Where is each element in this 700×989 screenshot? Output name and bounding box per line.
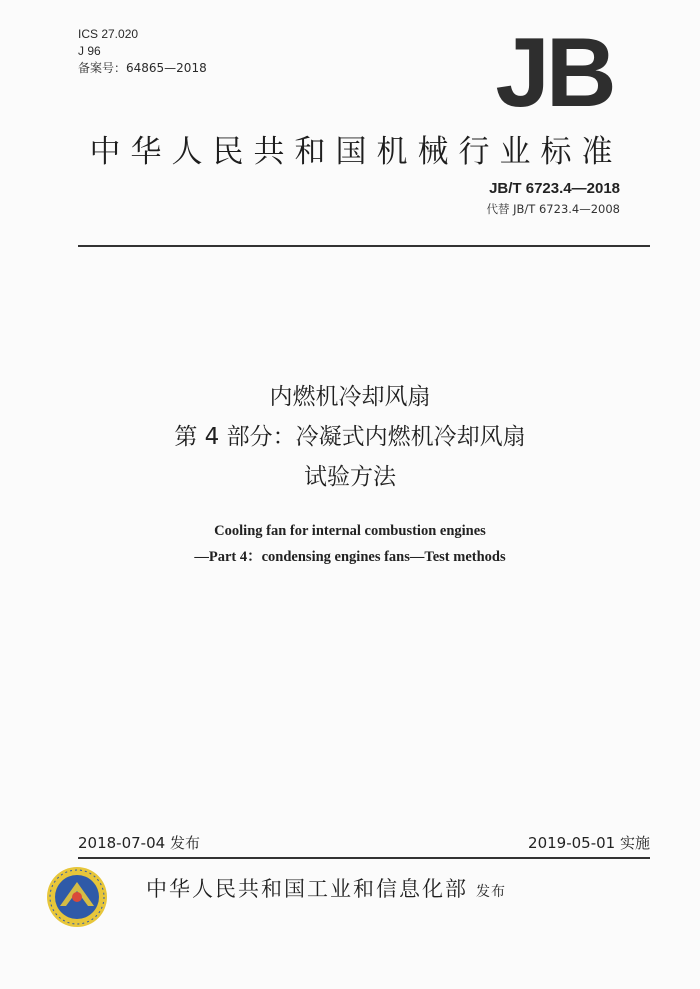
chinese-title-line-2: 第 4 部分：冷凝式内燃机冷却风扇 bbox=[174, 424, 526, 450]
classification-code: J 96 bbox=[78, 44, 101, 58]
issue-word: 发布 bbox=[476, 884, 506, 900]
chinese-title-line-1: 内燃机冷却风扇 bbox=[269, 384, 431, 410]
header-divider bbox=[78, 245, 650, 247]
chinese-title-line-3: 试验方法 bbox=[304, 464, 396, 490]
english-title-line-2: —Part 4：condensing engines fans—Test methods bbox=[194, 549, 506, 565]
effective-date: 2019-05-01 实施 bbox=[528, 834, 650, 852]
publication-date: 2018-07-04 发布 bbox=[78, 834, 200, 852]
issuing-authority bbox=[146, 873, 506, 903]
english-title-line-1: Cooling fan for internal combustion engines bbox=[214, 523, 486, 539]
replaces-standard: 代替 JB/T 6723.4—2008 bbox=[486, 202, 620, 216]
ministry-emblem-icon bbox=[46, 866, 108, 928]
jb-logo bbox=[488, 28, 620, 112]
issuer-name: 中华人民共和国工业和信息化部 bbox=[146, 877, 468, 901]
footer-divider bbox=[78, 857, 650, 859]
standard-number: JB/T 6723.4—2018 bbox=[489, 180, 620, 197]
standard-category-title: 中华人民共和国机械行业标准 bbox=[89, 134, 623, 170]
record-number: 备案号：64865—2018 bbox=[78, 61, 207, 75]
ics-code: ICS 27.020 bbox=[78, 27, 139, 41]
jb-logo-text: JB bbox=[495, 28, 613, 112]
